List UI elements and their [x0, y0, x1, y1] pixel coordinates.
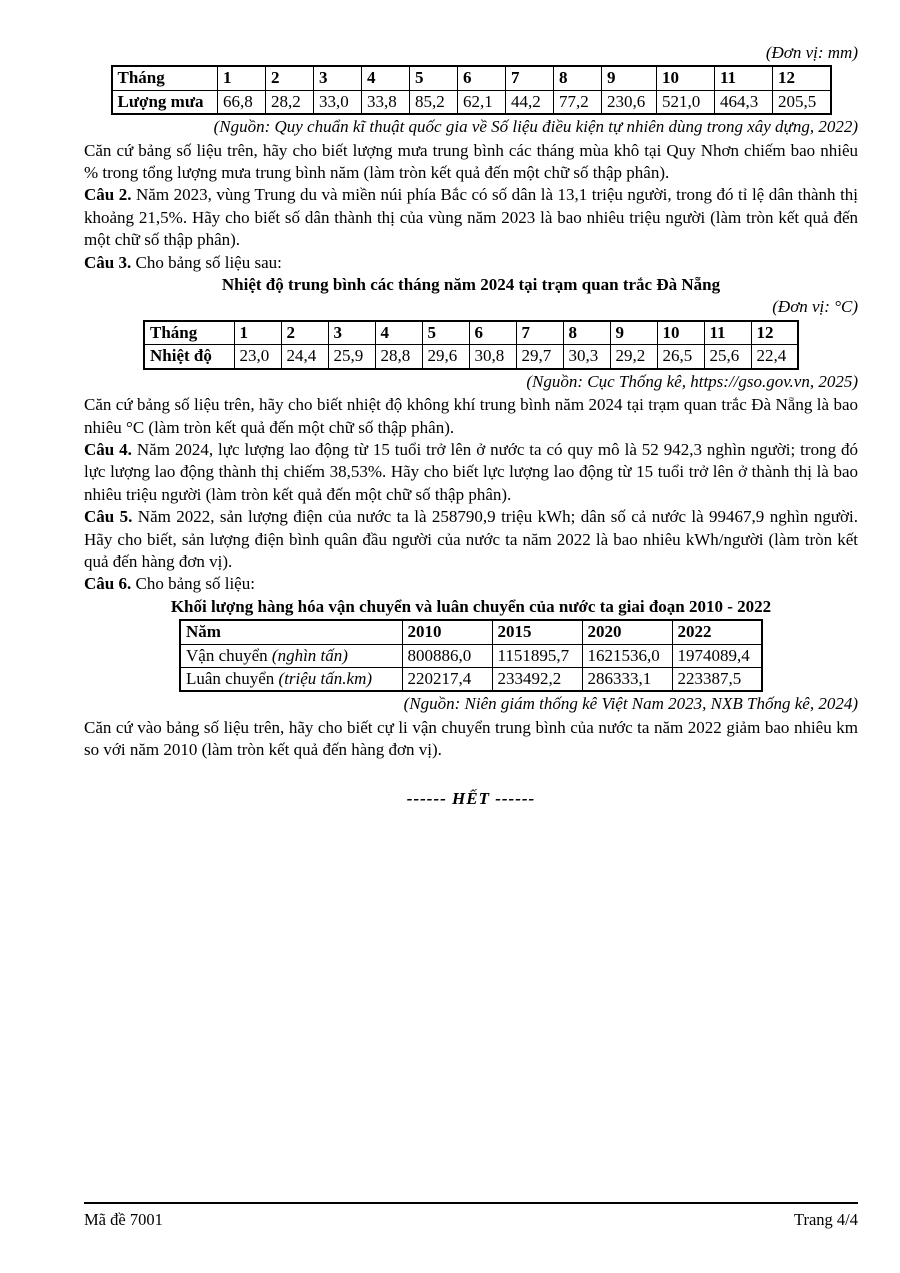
table-row	[112, 66, 831, 90]
month-header-cell: 9	[610, 321, 657, 345]
table-row	[180, 667, 762, 691]
month-header-cell: 4	[375, 321, 422, 345]
temperature-unit-label: (Đơn vị: °C)	[772, 297, 858, 317]
question-6-text: Căn cứ vào bảng số liệu trên, hãy cho biết cự li vận chuyển trung bình của nước ta năm 2022 giảm bao nhiêu km so với năm 2010 (làm tròn kết quả đến hàng đơn vị).	[84, 717, 858, 760]
month-header-cell: 1	[218, 66, 266, 90]
data-cell: 521,0	[657, 90, 715, 114]
data-cell: 77,2	[554, 90, 602, 114]
data-cell: 223387,5	[672, 667, 762, 691]
year-header-cell: 2010	[402, 620, 492, 644]
month-header-cell: 12	[773, 66, 831, 90]
month-header-cell: 10	[657, 66, 715, 90]
question-3-intro-text: Cho bảng số liệu sau:	[135, 252, 282, 272]
row-header-cell	[180, 667, 402, 691]
table-row	[180, 644, 762, 667]
freight-row-unit: (nghìn tấn)	[271, 645, 348, 665]
data-cell: 24,4	[281, 345, 328, 369]
data-cell: 1621536,0	[582, 644, 672, 667]
row-header-cell: Tháng	[112, 66, 218, 90]
freight-row-label: Luân chuyển	[186, 668, 275, 688]
question-6-label: Câu 6.	[84, 574, 132, 594]
data-cell: 33,0	[314, 90, 362, 114]
month-header-cell: 3	[328, 321, 375, 345]
freight-source: (Nguồn: Niên giám thống kê Việt Nam 2023, NXB Thống kê, 2024)	[403, 694, 858, 714]
freight-row-label: Vận chuyển	[186, 645, 268, 665]
row-header-cell: Nhiệt độ	[144, 345, 234, 369]
exam-code: Mã đề 7001	[84, 1210, 163, 1229]
data-cell: 23,0	[234, 345, 281, 369]
row-header-cell: Năm	[180, 620, 402, 644]
question-4	[84, 439, 858, 506]
data-cell: 205,5	[773, 90, 831, 114]
month-header-cell: 6	[458, 66, 506, 90]
month-header-cell: 6	[469, 321, 516, 345]
freight-table	[179, 619, 763, 692]
data-cell: 30,8	[469, 345, 516, 369]
data-cell: 66,8	[218, 90, 266, 114]
page-footer	[84, 1202, 858, 1231]
row-header-cell: Lượng mưa	[112, 90, 218, 114]
question-2-text: Năm 2023, vùng Trung du và miền núi phía Bắc có số dân là 13,1 triệu người, trong đó tỉ lệ dân thành thị khoảng 21,5%. Hãy cho biết số dân thành thị của vùng năm 2023 là bao nhiêu triệu người (làm tròn kết quả đến một chữ số thập phân).	[84, 185, 859, 250]
month-header-cell: 11	[704, 321, 751, 345]
data-cell: 233492,2	[492, 667, 582, 691]
data-cell: 26,5	[657, 345, 704, 369]
temperature-table	[143, 320, 799, 370]
month-header-cell: 1	[234, 321, 281, 345]
freight-row-unit: (triệu tấn.km)	[278, 668, 373, 688]
page-number: Trang 4/4	[793, 1210, 858, 1229]
year-header-cell: 2022	[672, 620, 762, 644]
data-cell: 25,6	[704, 345, 751, 369]
question-4-label: Câu 4.	[84, 439, 132, 459]
data-cell: 44,2	[506, 90, 554, 114]
month-header-cell: 8	[554, 66, 602, 90]
row-header-cell	[180, 644, 402, 667]
month-header-cell: 7	[516, 321, 563, 345]
question-5-label: Câu 5.	[84, 507, 133, 527]
month-header-cell: 2	[266, 66, 314, 90]
data-cell: 85,2	[410, 90, 458, 114]
month-header-cell: 5	[422, 321, 469, 345]
question-2-label: Câu 2.	[84, 185, 132, 205]
row-header-cell: Tháng	[144, 321, 234, 345]
end-of-exam-marker: ------ HẾT ------	[406, 788, 536, 808]
data-cell: 28,8	[375, 345, 422, 369]
data-cell: 22,4	[751, 345, 798, 369]
year-header-cell: 2015	[492, 620, 582, 644]
month-header-cell: 3	[314, 66, 362, 90]
question-1-text: Căn cứ bảng số liệu trên, hãy cho biết lượng mưa trung bình các tháng mùa khô tại Quy Nhơn chiếm bao nhiêu % trong tổng lượng mưa trung bình năm (làm tròn kết quả đến một chữ số thập phân).	[84, 140, 858, 183]
question-3-text: Căn cứ bảng số liệu trên, hãy cho biết nhiệt độ không khí trung bình năm 2024 tại trạm quan trắc Đà Nẵng là bao nhiêu °C (làm tròn kết quả đến một chữ số thập phân).	[84, 395, 858, 437]
month-header-cell: 10	[657, 321, 704, 345]
month-header-cell: 12	[751, 321, 798, 345]
data-cell: 464,3	[715, 90, 773, 114]
data-cell: 29,6	[422, 345, 469, 369]
question-4-text: Năm 2024, lực lượng lao động từ 15 tuổi trở lên ở nước ta có quy mô là 52 942,3 nghìn người; trong đó lực lượng lao động thành thị chiếm 38,53%. Hãy cho biết lực lượng lao động từ 15 tuổi trở lên ở thành thị là bao nhiêu triệu người (làm tròn kết quả đến một chữ số thập phân).	[84, 439, 859, 504]
question-5	[84, 506, 858, 573]
data-cell: 29,7	[516, 345, 563, 369]
data-cell: 220217,4	[402, 667, 492, 691]
table-row	[112, 90, 831, 114]
temperature-table-title: Nhiệt độ trung bình các tháng năm 2024 tại trạm quan trắc Đà Nẵng	[221, 275, 721, 295]
question-3-label: Câu 3.	[84, 252, 132, 272]
data-cell: 33,8	[362, 90, 410, 114]
question-2	[84, 184, 858, 251]
data-cell: 1974089,4	[672, 644, 762, 667]
question-3-intro	[84, 252, 858, 274]
data-cell: 286333,1	[582, 667, 672, 691]
freight-table-title: Khối lượng hàng hóa vận chuyển và luân chuyển của nước ta giai đoạn 2010 - 2022	[170, 596, 772, 616]
rainfall-table	[111, 65, 832, 115]
data-cell: 30,3	[563, 345, 610, 369]
question-6-intro-text: Cho bảng số liệu:	[135, 574, 255, 594]
table-row	[144, 345, 798, 369]
data-cell: 1151895,7	[492, 644, 582, 667]
rainfall-unit-label: (Đơn vị: mm)	[765, 43, 858, 62]
month-header-cell: 7	[506, 66, 554, 90]
question-6-intro	[84, 573, 858, 595]
table-row	[180, 620, 762, 644]
month-header-cell: 2	[281, 321, 328, 345]
table-row	[144, 321, 798, 345]
data-cell: 28,2	[266, 90, 314, 114]
month-header-cell: 4	[362, 66, 410, 90]
month-header-cell: 5	[410, 66, 458, 90]
data-cell: 29,2	[610, 345, 657, 369]
year-header-cell: 2020	[582, 620, 672, 644]
data-cell: 230,6	[602, 90, 657, 114]
data-cell: 25,9	[328, 345, 375, 369]
temperature-source: (Nguồn: Cục Thống kê, https://gso.gov.vn, 2025)	[526, 371, 858, 391]
month-header-cell: 11	[715, 66, 773, 90]
data-cell: 800886,0	[402, 644, 492, 667]
month-header-cell: 9	[602, 66, 657, 90]
month-header-cell: 8	[563, 321, 610, 345]
data-cell: 62,1	[458, 90, 506, 114]
rainfall-source: (Nguồn: Quy chuẩn kĩ thuật quốc gia về Số liệu điều kiện tự nhiên dùng trong xây dựng, 2022)	[213, 117, 858, 137]
question-5-text: Năm 2022, sản lượng điện của nước ta là 258790,9 triệu kWh; dân số cả nước là 99467,9 nghìn người. Hãy cho biết, sản lượng điện bình quân đầu người của nước ta năm 2022 là bao nhiêu kWh/người (làm tròn kết quả đến hàng đơn vị).	[84, 507, 859, 571]
